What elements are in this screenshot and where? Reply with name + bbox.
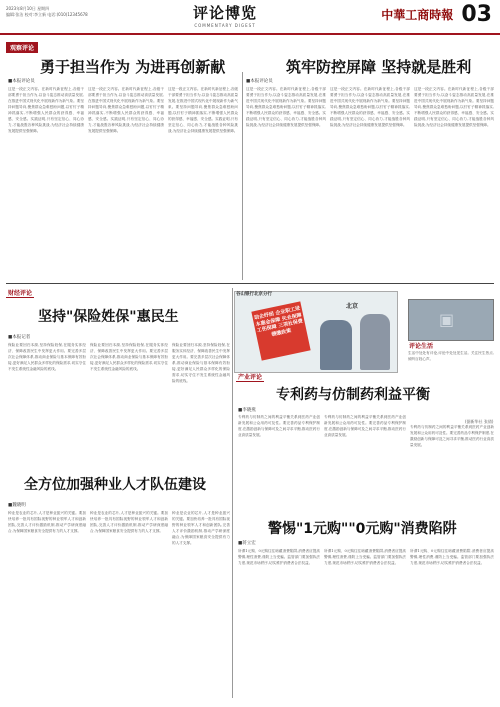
ad-city: 北京 (346, 303, 359, 310)
section-tag-observation: 观察评论 (6, 42, 38, 53)
headline-right[interactable]: 筑牢防控屏障 坚持就是胜利 (286, 58, 472, 76)
trap-col-3: 所谓1元购、0元购往往暗藏消费陷阱,消费者应提高警惕,理性消费,谨防上当受骗。监管部门要加强执法力度,规范市场秩序,切实维护消费者合法权益。 (410, 549, 494, 565)
section-tag-industry: 产业评论 (238, 374, 263, 381)
editor-note-tag: 评论生活 (409, 343, 434, 350)
top-col-5: 这是一段正文内容。在新时代新征程上,各级干部要勇于担当作为,以奋斗姿态推动高质量发展,在推进中国式现代化中展现新作为新气象。要坚持问题导向,聚焦群众急难愁盼问题,以钉钉子精神抓落实,不断增强人民群众的获得感、幸福感、安全感。实践证明,只有坚定信心、同心协力,才能战胜各种风险挑战,为经济社会持续健康发展提供坚强保障。 (330, 87, 410, 127)
ad-label: 谷山银行北京分行 (236, 292, 272, 297)
seed-col-1: 种业是农业的芯片,人才是种业振兴的关键。要加快培养一批具有国际视野的种业领军人才和创新团队,完善人才评价激励机制,推动产学研深度融合,为保障国家粮食安全提供有力的人才支撑。 (8, 511, 86, 533)
header-rule (0, 33, 500, 35)
trap-col-1: 所谓1元购、0元购往往暗藏消费陷阱,消费者应提高警惕,理性消费,谨防上当受骗。监管部门要加强执法力度,规范市场秩序,切实维护消费者合法权益。 (238, 549, 320, 565)
section-title: 评论博览 (192, 4, 257, 22)
headline-left[interactable]: 勇于担当作为 为进再创新献 (40, 58, 226, 76)
headline-patent[interactable]: 专利药与仿制药利益平衡 (276, 387, 430, 403)
paper-name: 中華工商時報 (381, 8, 454, 22)
ad-sticker: 助企纾困 企业职工进本惠金保障 失业保障 工伤保障 三项社保费缓缴政策 (251, 301, 310, 360)
issue-date: 2023年8月10日 星期四 (6, 6, 50, 11)
insurance-col-3: 保险业要回归本源,坚持保险姓保,在服务实体经济、保障改善民生中发挥更大作用。要完善多层次社会保障体系,推动商业保险与基本保障有效衔接,更好满足人民群众多样化的保险需求,切实守住不发生系统性金融风险的底线。 (172, 343, 230, 383)
seed-col-2: 种业是农业的芯片,人才是种业振兴的关键。要加快培养一批具有国际视野的种业领军人才和创新团队,完善人才评价激励机制,推动产学研深度融合,为保障国家粮食安全提供有力的人才支撑。 (90, 511, 168, 533)
top-col-1: 这是一段正文内容。在新时代新征程上,各级干部要勇于担当作为,以奋斗姿态推动高质量发展,在推进中国式现代化中展现新作为新气象。要坚持问题导向,聚焦群众急难愁盼问题,以钉钉子精神抓落实,不断增强人民群众的获得感、幸福感、安全感。实践证明,只有坚定信心、同心协力,才能战胜各种风险挑战,为经济社会持续健康发展提供坚强保障。 (8, 87, 84, 133)
image-icon: ▣ (439, 310, 455, 329)
headline-seed-industry[interactable]: 全方位加强种业人才队伍建设 (24, 477, 206, 493)
patent-col-1: 专利药与仿制药之间的利益平衡关系到医药产业创新发展和公众用药可及性。要完善药品专利保护制度,在激励创新与保障可及之间寻求平衡,推动医药行业高质量发展。 (238, 415, 320, 437)
section-header (180, 2, 270, 28)
masthead-info (6, 6, 136, 18)
patent-col-3: 专利药与仿制药之间的利益平衡关系到医药产业创新发展和公众用药可及性。要完善药品专利保护制度,在激励创新与保障可及之间寻求平衡,推动医药行业高质量发展。 (410, 425, 494, 447)
person-figure-icon (360, 314, 390, 370)
top-col-2: 这是一段正文内容。在新时代新征程上,各级干部要勇于担当作为,以奋斗姿态推动高质量发展,在推进中国式现代化中展现新作为新气象。要坚持问题导向,聚焦群众急难愁盼问题,以钉钉子精神抓落实,不断增强人民群众的获得感、幸福感、安全感。实践证明,只有坚定信心、同心协力,才能战胜各种风险挑战,为经济社会持续健康发展提供坚强保障。 (88, 87, 164, 133)
paper-brand (381, 2, 492, 27)
byline-patent: ■李晓燕 (238, 408, 256, 413)
editor-note-text: 生活中处处有评论,评论中处处见生活。关注民生热点,倾听百姓心声。 (408, 351, 494, 361)
seed-col-3: 种业是农业的芯片,人才是种业振兴的关键。要加快培养一批具有国际视野的种业领军人才和创新团队,完善人才评价激励机制,推动产学研深度融合,为保障国家粮食安全提供有力的人才支撑。 (172, 511, 230, 545)
insurance-col-1: 保险业要回归本源,坚持保险姓保,在服务实体经济、保障改善民生中发挥更大作用。要完善多层次社会保障体系,推动商业保险与基本保障有效衔接,更好满足人民群众多样化的保险需求,切实守住不发生系统性金融风险的底线。 (8, 343, 86, 371)
section-subtitle: COMMENTARY DIGEST (194, 23, 256, 28)
byline-seed-industry: ■魏晓明 (8, 503, 26, 508)
section-divider (6, 283, 494, 284)
editor-photo (408, 299, 494, 341)
byline-insurance: ■本报记者 (8, 335, 31, 340)
top-col-3: 这是一段正文内容。在新时代新征程上,各级干部要勇于担当作为,以奋斗姿态推动高质量发展,在推进中国式现代化中展现新作为新气象。要坚持问题导向,聚焦群众急难愁盼问题,以钉钉子精神抓落实,不断增强人民群众的获得感、幸福感、安全感。实践证明,只有坚定信心、同心协力,才能战胜各种风险挑战,为经济社会持续健康发展提供坚强保障。 (168, 87, 238, 133)
section-tag-finance: 财经评论 (8, 290, 33, 297)
byline-top-left: ■本报评论员 (8, 79, 35, 84)
headline-insurance[interactable]: 坚持"保险姓保"惠民生 (38, 309, 179, 325)
editor-note-sign: (据新华社 张倩) (465, 419, 494, 424)
page-number: 03 (461, 2, 492, 27)
byline-consumer-trap: ■蒋立宏 (238, 541, 256, 546)
top-col-6: 这是一段正文内容。在新时代新征程上,各级干部要勇于担当作为,以奋斗姿态推动高质量发展,在推进中国式现代化中展现新作为新气象。要坚持问题导向,聚焦群众急难愁盼问题,以钉钉子精神抓落实,不断增强人民群众的获得感、幸福感、安全感。实践证明,只有坚定信心、同心协力,才能战胜各种风险挑战,为经济社会持续健康发展提供坚强保障。 (414, 87, 494, 127)
patent-col-2: 专利药与仿制药之间的利益平衡关系到医药产业创新发展和公众用药可及性。要完善药品专利保护制度,在激励创新与保障可及之间寻求平衡,推动医药行业高质量发展。 (324, 415, 406, 437)
insurance-col-2: 保险业要回归本源,坚持保险姓保,在服务实体经济、保障改善民生中发挥更大作用。要完善多层次社会保障体系,推动商业保险与基本保障有效衔接,更好满足人民群众多样化的保险需求,切实守住不发生系统性金融风险的底线。 (90, 343, 168, 371)
top-col-4: 这是一段正文内容。在新时代新征程上,各级干部要勇于担当作为,以奋斗姿态推动高质量发展,在推进中国式现代化中展现新作为新气象。要坚持问题导向,聚焦群众急难愁盼问题,以钉钉子精神抓落实,不断增强人民群众的获得感、幸福感、安全感。实践证明,只有坚定信心、同心协力,才能战胜各种风险挑战,为经济社会持续健康发展提供坚强保障。 (246, 87, 326, 127)
person-figure-icon (320, 320, 352, 370)
column-divider (232, 288, 233, 698)
editor-line: 编辑:张洁 校对:李立新 电话:(010)12345678 (6, 12, 88, 17)
column-divider (242, 72, 243, 280)
byline-top-right: ■本报评论员 (246, 79, 273, 84)
headline-consumer-trap[interactable]: 警惕"1元购""0元购"消费陷阱 (268, 521, 457, 537)
trap-col-2: 所谓1元购、0元购往往暗藏消费陷阱,消费者应提高警惕,理性消费,谨防上当受骗。监管部门要加强执法力度,规范市场秩序,切实维护消费者合法权益。 (324, 549, 406, 565)
